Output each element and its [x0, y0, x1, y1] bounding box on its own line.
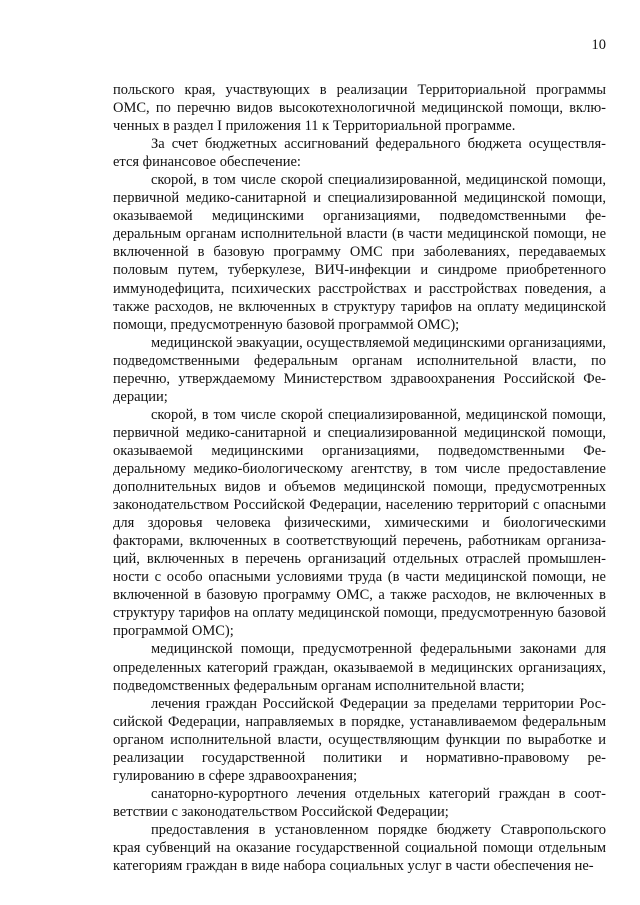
paragraph: предоставления в установленном порядке бюджету Ставропольского края субвенций на оказание государственной социальной помощи отдельным категориям граждан в виде набора социальных услуг в части обеспечения не- — [113, 821, 606, 875]
page-number: 10 — [591, 37, 606, 53]
paragraph: медицинской помощи, предусмотренной федеральными законами для определенных категорий граждан, оказываемой в медицинских организациях, подведомственных федеральным органам исполнительной власти; — [113, 641, 606, 694]
document-body — [113, 81, 606, 875]
paragraph: лечения граждан Российской Федерации за пределами территории Российской Федерации, направляемых в порядке, устанавливаемом федеральным органом исполнительной власти, осуществляющим функции по выработке и реализации государственной политики и нормативно-правовому регулированию в сфере здравоохранения; — [113, 695, 606, 784]
paragraph: За счет бюджетных ассигнований федерального бюджета осуществляется финансовое обеспечение: — [113, 136, 606, 171]
paragraph: скорой, в том числе скорой специализированной, медицинской помощи, первичной медико-санитарной и специализированной медицинской помощи, оказываемой медицинскими организациями, подведомственными федеральным органам исполнительной власти (в части медицинской помощи, не включенной в базовую программу ОМС при заболеваниях, передаваемых половым путем, туберкулезе, ВИЧ-инфекции и синдроме приобретенного иммунодефицита, психических расстройствах и расстройствах поведения, а также расходов, не включенных в структуру тарифов на оплату медицинской помощи, предусмотренную базовой программой ОМС); — [113, 172, 606, 333]
paragraph: медицинской эвакуации, осуществляемой медицинскими организациями, подведомственными федеральным органам исполнительной власти, по перечню, утверждаемому Министерством здравоохранения Российской Федерации; — [113, 334, 606, 405]
paragraph: скорой, в том числе скорой специализированной, медицинской помощи, первичной медико-санитарной и специализированной медицинской помощи, оказываемой медицинскими организациями, подведомственными Федеральному медико-биологическому агентству, в том числе предоставление дополнительных видов и объемов медицинской помощи, предусмотренных законодательством Российской Федерации, населению территорий с опасными для здоровья человека физическими, химическими и биологическими факторами, включенных в соответствующий перечень, работникам организаций, включенных в перечень организаций отдельных отраслей промышленности с особо опасными условиями труда (в части медицинской помощи, не включенной в базовую программу ОМС, а также расходов, не включенных в структуру тарифов на оплату медицинской помощи, предусмотренную базовой программой ОМС); — [113, 406, 606, 640]
paragraph: санаторно-курортного лечения отдельных категорий граждан в соответствии с законодательством Российской Федерации; — [113, 785, 606, 820]
paragraph: польского края, участвующих в реализации Территориальной программы ОМС, по перечню видов высокотехнологичной медицинской помощи, включенных в раздел I приложения 11 к Территориальной программе. — [113, 82, 606, 135]
